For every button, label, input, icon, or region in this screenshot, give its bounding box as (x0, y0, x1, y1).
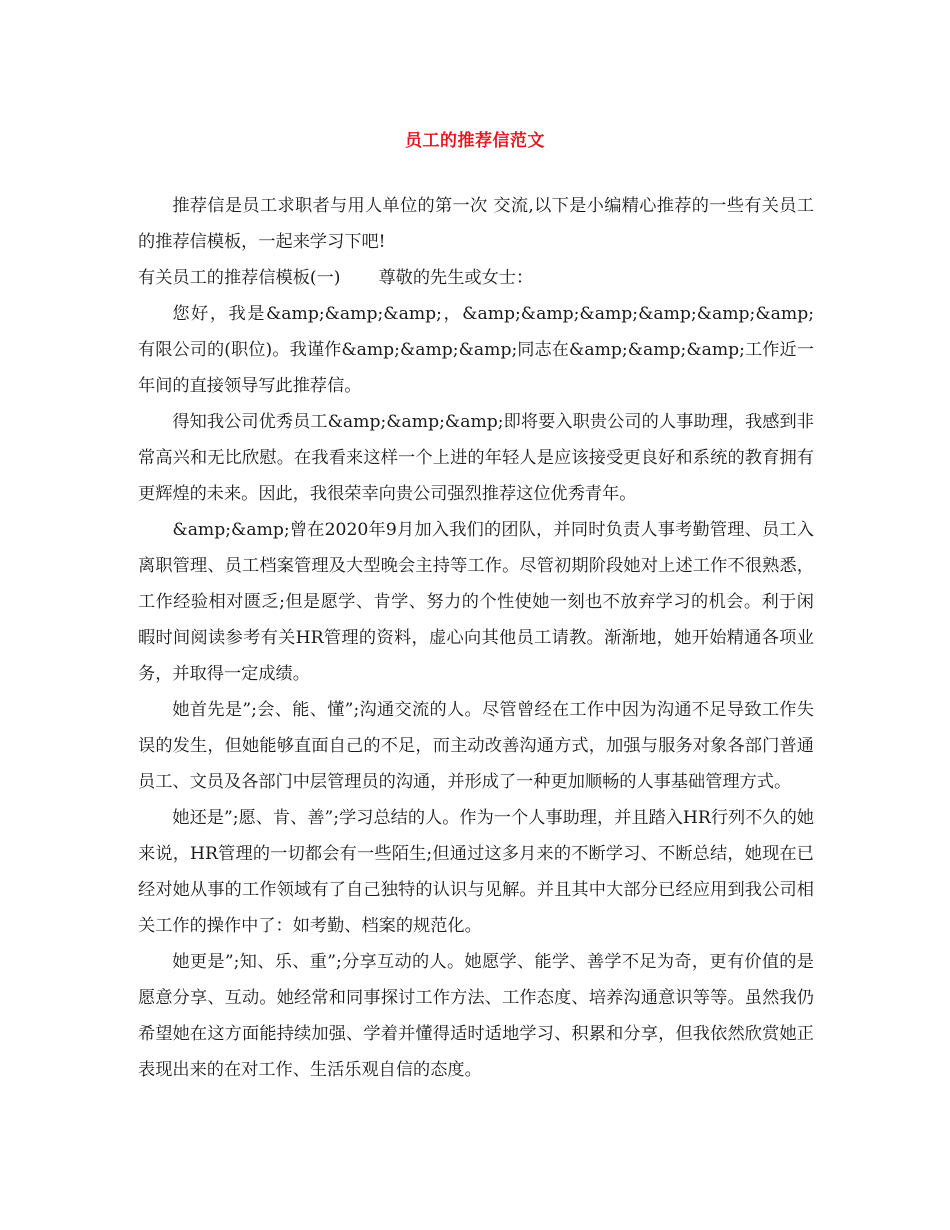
salutation: 尊敬的先生或女士： (378, 268, 534, 288)
template-heading: 有关员工的推荐信模板(一) (138, 268, 341, 288)
body-paragraph-5: 她还是”;愿、肯、善”;学习总结的人。作为一个人事助理，并且踏入HR行列不久的她来说，HR管理的一切都会有一些陌生;但通过这多月来的不断学习、不断总结，她现在已经对她从事的工作领域有了自己独特的认识与见解。并且其中大部分已经应用到我公司相关工作的操作中了：如考勤、档案的规范化。 (138, 808, 814, 936)
body-paragraph-1: 您好，我是&amp;&amp;&amp;，&amp;&amp;&amp;&amp;&amp;&amp;有限公司的(职位)。我谨作&amp;&amp;&amp;同志在&amp;&amp;&amp;工作近一年间的直接领导写此推荐信。 (138, 304, 814, 396)
template-heading-line (138, 260, 814, 296)
body-paragraph-2: 得知我公司优秀员工&amp;&amp;&amp;即将要入职贵公司的人事助理，我感到非常高兴和无比欣慰。在我看来这样一个上进的年轻人是应该接受更良好和系统的教育拥有更辉煌的未来。因此，我很荣幸向贵公司强烈推荐这位优秀青年。 (138, 412, 814, 504)
document-title: 员工的推荐信范文 (405, 131, 545, 151)
body-paragraph-4: 她首先是”;会、能、懂”;沟通交流的人。尽管曾经在工作中因为沟通不足导致工作失误的发生，但她能够直面自己的不足，而主动改善沟通方式，加强与服务对象各部门普通员工、文员及各部门中层管理员的沟通，并形成了一种更加顺畅的人事基础管理方式。 (138, 700, 814, 792)
intro-paragraph: 推荐信是员工求职者与用人单位的第一次 交流,以下是小编精心推荐的一些有关员工的推荐信模板，一起来学习下吧! (138, 196, 814, 252)
document-body (138, 188, 814, 1088)
body-paragraph-6: 她更是”;知、乐、重”;分享互动的人。她愿学、能学、善学不足为奇，更有价值的是愿意分享、互动。她经常和同事探讨工作方法、工作态度、培养沟通意识等等。虽然我仍希望她在这方面能持续加强、学着并懂得适时适地学习、积累和分享，但我依然欣赏她正表现出来的在对工作、生活乐观自信的态度。 (138, 952, 814, 1080)
body-paragraph-3: &amp;&amp;曾在2020年9月加入我们的团队，并同时负责人事考勤管理、员工入离职管理、员工档案管理及大型晚会主持等工作。尽管初期阶段她对上述工作不很熟悉，工作经验相对匮乏;但是愿学、肯学、努力的个性使她一刻也不放弃学习的机会。利于闲暇时间阅读参考有关HR管理的资料，虚心向其他员工请教。渐渐地，她开始精通各项业务，并取得一定成绩。 (138, 520, 814, 684)
